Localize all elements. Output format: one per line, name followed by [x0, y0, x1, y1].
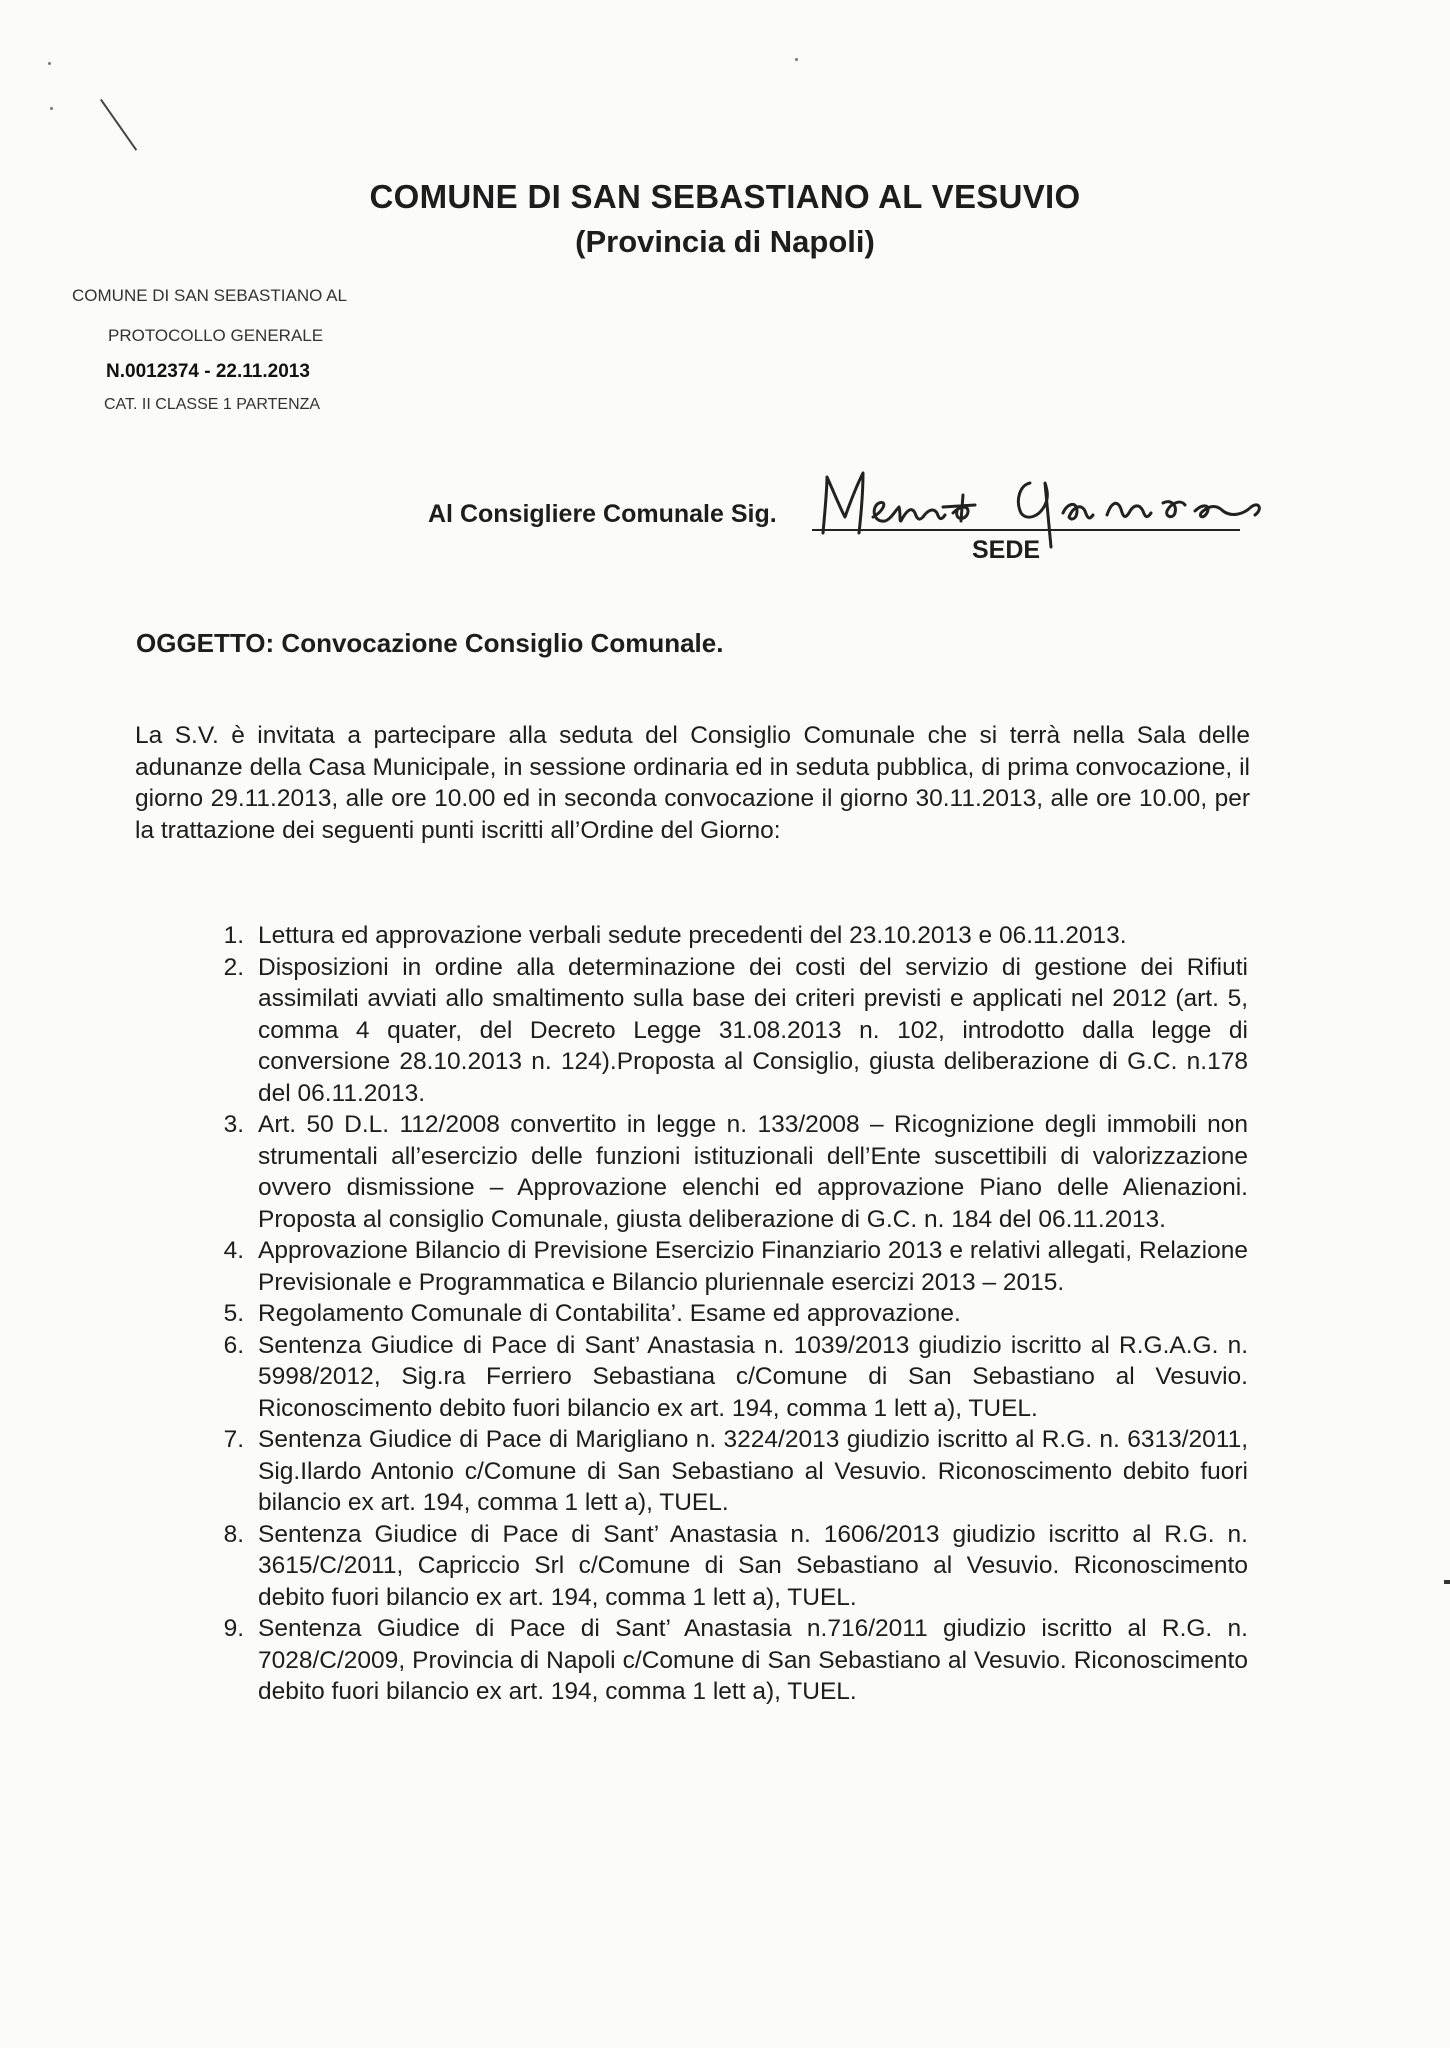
agenda-item [208, 1235, 1248, 1298]
recipient-label: Al Consigliere Comunale Sig. [428, 500, 777, 528]
agenda-item-number: 1. [223, 922, 244, 949]
handwritten-signature [815, 455, 1335, 565]
agenda-item [208, 1330, 1248, 1425]
agenda-item [208, 1298, 1248, 1330]
body-paragraph: La S.V. è invitata a partecipare alla seduta del Consiglio Comunale che si terrà nella Sala delle adunanze della Casa Municipale, in sessione ordinaria ed in seduta pubblica, di prima convocazione, il giorno 29.11.2013, alle ore 10.00 ed in seconda convocazione il giorno 30.11.2013, alle ore 10.00, per la trattazione dei seguenti punti iscritti all’Ordine del Giorno: [135, 722, 1250, 844]
agenda-item [208, 1424, 1248, 1519]
agenda-item-number: 7. [223, 1426, 244, 1453]
agenda-item [208, 920, 1248, 952]
agenda-item-text: Sentenza Giudice di Pace di Sant’ Anastasia n. 1039/2013 giudizio iscritto al R.G.A.G. n. 5998/2012, Sig.ra Ferriero Sebastiana c/Comune di San Sebastiano al Vesuvio. Riconoscimento debito fuori bilancio ex art. 194, comma 1 lett a), TUEL. [258, 1331, 1248, 1422]
agenda-item-text: Approvazione Bilancio di Previsione Esercizio Finanziario 2013 e relativi allegati, Relazione Previsionale e Programmatica e Bilancio pluriennale esercizi 2013 – 2015. [258, 1237, 1248, 1296]
agenda-item [208, 1613, 1248, 1708]
signature-text: Menno Gennaro [815, 455, 823, 456]
agenda-item-number: 6. [223, 1331, 244, 1359]
agenda-item-number: 5. [223, 1300, 244, 1327]
agenda-item [208, 1519, 1248, 1614]
agenda-item-number: 4. [223, 1237, 244, 1264]
stamp-line-4: CAT. II CLASSE 1 PARTENZA [104, 396, 321, 413]
agenda-item-number: 8. [223, 1520, 244, 1548]
agenda-item-number: 3. [223, 1111, 244, 1138]
agenda-item-text: Lettura ed approvazione verbali sedute precedenti del 23.10.2013 e 06.11.2013. [258, 922, 1127, 949]
agenda-list [208, 920, 1248, 1708]
pen-mark [100, 99, 137, 151]
speck [50, 107, 53, 110]
agenda-item-text: Sentenza Giudice di Pace di Marigliano n. 3224/2013 giudizio iscritto al R.G. n. 6313/2011, Sig.Ilardo Antonio c/Comune di San Sebastiano al Vesuvio. Riconoscimento debito fuori bilancio ex art. 194, comma 1 lett a), TUEL. [258, 1426, 1248, 1516]
agenda-item-text: Sentenza Giudice di Pace di Sant’ Anastasia n. 1606/2013 giudizio iscritto al R.G. n. 3615/C/2011, Capriccio Srl c/Comune di San Sebastiano al Vesuvio. Riconoscimento debito fuori bilancio ex art. 194, comma 1 lett a), TUEL. [258, 1520, 1248, 1611]
stamp-line-2: PROTOCOLLO GENERALE [108, 326, 324, 345]
speck [48, 62, 51, 65]
agenda-item-text: Sentenza Giudice di Pace di Sant’ Anastasia n.716/2011 giudizio iscritto al R.G. n. 7028/C/2009, Provincia di Napoli c/Comune di San Sebastiano al Vesuvio. Riconoscimento debito fuori bilancio ex art. 194, comma 1 lett a), TUEL. [258, 1615, 1248, 1705]
edge-mark [1444, 1580, 1450, 1584]
stamp-protocol-number: N.0012374 - 22.11.2013 [106, 361, 310, 382]
municipality-title: COMUNE DI SAN SEBASTIANO AL VESUVIO [369, 178, 1081, 215]
agenda-item-text: Regolamento Comunale di Contabilita’. Esame ed approvazione. [258, 1300, 961, 1327]
agenda-item [208, 1109, 1248, 1235]
agenda-item-number: 9. [223, 1615, 244, 1642]
agenda-item-text: Disposizioni in ordine alla determinazione dei costi del servizio di gestione dei Rifiuti assimilati avviati allo smaltimento sulla base dei criteri previsti e applicati nel 2012 (art. 5, comma 4 quater, del Decreto Legge 31.08.2013 n. 102, introdotto dalla legge di conversione 28.10.2013 n. 124).Proposta al Consiglio, giusta deliberazione di G.C. n.178 del 06.11.2013. [258, 953, 1248, 1107]
province-subtitle: (Provincia di Napoli) [575, 224, 875, 259]
stamp-line-1: COMUNE DI SAN SEBASTIANO AL [72, 286, 347, 305]
agenda-item-text: Art. 50 D.L. 112/2008 convertito in legge n. 133/2008 – Ricognizione degli immobili non strumentali all’esercizio delle funzioni istituzionali dell’Ente suscettibili di valorizzazione ovvero dismissione – Approvazione elenchi ed approvazione Piano delle Alienazioni. Proposta al consiglio Comunale, giusta deliberazione di G.C. n. 184 del 06.11.2013. [258, 1111, 1248, 1233]
agenda-item-number: 2. [223, 953, 244, 981]
sede-label: SEDE [972, 536, 1041, 564]
subject-line: OGGETTO: Convocazione Consiglio Comunale. [136, 628, 724, 658]
agenda-item [208, 952, 1248, 1110]
speck [795, 58, 798, 61]
